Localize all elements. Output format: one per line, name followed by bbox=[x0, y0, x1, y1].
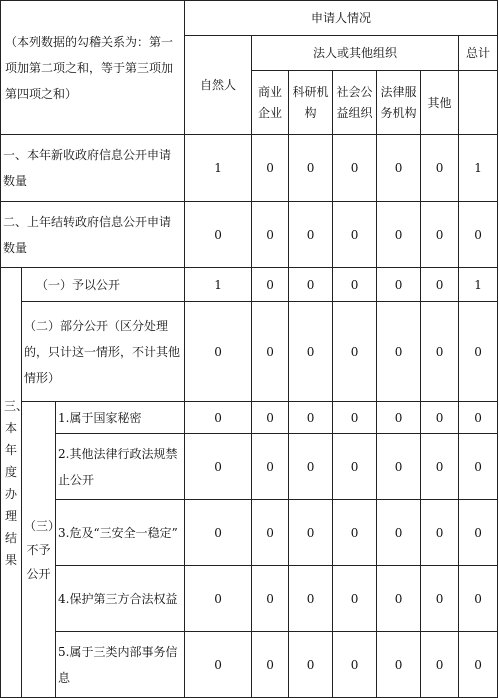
cell: 0 bbox=[377, 302, 421, 402]
cell: 0 bbox=[377, 202, 421, 268]
cell: 0 bbox=[185, 402, 252, 434]
cell: 0 bbox=[421, 566, 459, 632]
cell: 0 bbox=[459, 500, 498, 566]
cell: 0 bbox=[421, 202, 459, 268]
cell: 0 bbox=[333, 500, 377, 566]
cell: 0 bbox=[252, 135, 289, 202]
cell: 1 bbox=[459, 268, 498, 302]
cell: 0 bbox=[377, 500, 421, 566]
natural-person-header: 自然人 bbox=[185, 36, 252, 135]
cell: 0 bbox=[459, 434, 498, 500]
cell: 1 bbox=[459, 135, 498, 202]
cell: 0 bbox=[459, 202, 498, 268]
cell: 0 bbox=[252, 268, 289, 302]
col-other: 其他 bbox=[421, 71, 459, 135]
row-label: 1.属于国家秘密 bbox=[56, 402, 185, 434]
cell: 0 bbox=[289, 202, 333, 268]
applicant-situation-header: 申请人情况 bbox=[185, 1, 498, 36]
cell: 0 bbox=[185, 500, 252, 566]
cell: 0 bbox=[333, 202, 377, 268]
cell: 0 bbox=[333, 302, 377, 402]
cell: 0 bbox=[459, 566, 498, 632]
cell: 0 bbox=[333, 135, 377, 202]
row-label: 5.属于三类内部事务信息 bbox=[56, 632, 185, 698]
sub-group-label: （三）不予公开 bbox=[22, 402, 56, 698]
cell: 0 bbox=[252, 566, 289, 632]
total-header: 总计 bbox=[459, 36, 498, 71]
row-group-label: 三、本年度办理结果 bbox=[1, 268, 22, 698]
cell: 0 bbox=[459, 402, 498, 434]
cell: 0 bbox=[421, 135, 459, 202]
cell: 0 bbox=[185, 302, 252, 402]
cell: 0 bbox=[185, 202, 252, 268]
cell: 0 bbox=[333, 402, 377, 434]
cell: 0 bbox=[421, 268, 459, 302]
col-legal-service: 法律服务机构 bbox=[377, 71, 421, 135]
cell: 0 bbox=[289, 566, 333, 632]
cell: 0 bbox=[377, 135, 421, 202]
header-note: （本列数据的勾稽关系为：第一项加第二项之和，等于第三项加第四项之和） bbox=[1, 1, 185, 135]
cell: 0 bbox=[421, 434, 459, 500]
cell: 0 bbox=[421, 500, 459, 566]
cell: 0 bbox=[289, 632, 333, 698]
cell: 1 bbox=[185, 135, 252, 202]
cell: 0 bbox=[289, 135, 333, 202]
cell: 0 bbox=[252, 434, 289, 500]
col-commercial: 商业企业 bbox=[252, 71, 289, 135]
cell: 0 bbox=[185, 434, 252, 500]
cell: 0 bbox=[333, 566, 377, 632]
cell: 0 bbox=[377, 434, 421, 500]
col-total-blank bbox=[459, 71, 498, 135]
row-label: 二、上年结转政府信息公开申请数量 bbox=[1, 202, 185, 268]
cell: 0 bbox=[421, 402, 459, 434]
cell: 0 bbox=[185, 566, 252, 632]
cell: 0 bbox=[252, 632, 289, 698]
cell: 0 bbox=[289, 402, 333, 434]
cell: 0 bbox=[289, 500, 333, 566]
row-label: 一、本年新收政府信息公开申请数量 bbox=[1, 135, 185, 202]
cell: 0 bbox=[333, 268, 377, 302]
cell: 0 bbox=[421, 632, 459, 698]
cell: 0 bbox=[459, 632, 498, 698]
cell: 0 bbox=[377, 268, 421, 302]
row-label: 2.其他法律行政法规禁止公开 bbox=[56, 434, 185, 500]
cell: 0 bbox=[377, 402, 421, 434]
cell: 0 bbox=[252, 500, 289, 566]
cell: 0 bbox=[377, 566, 421, 632]
cell: 0 bbox=[289, 434, 333, 500]
cell: 0 bbox=[289, 268, 333, 302]
col-public-welfare: 社会公益组织 bbox=[333, 71, 377, 135]
legal-person-header: 法人或其他组织 bbox=[252, 36, 459, 71]
cell: 1 bbox=[185, 268, 252, 302]
cell: 0 bbox=[185, 632, 252, 698]
cell: 0 bbox=[421, 302, 459, 402]
cell: 0 bbox=[252, 402, 289, 434]
cell: 0 bbox=[289, 302, 333, 402]
row-label: 3.危及“三安全一稳定” bbox=[56, 500, 185, 566]
row-label: （一）予以公开 bbox=[22, 268, 185, 302]
row-label: 4.保护第三方合法权益 bbox=[56, 566, 185, 632]
col-research: 科研机构 bbox=[289, 71, 333, 135]
cell: 0 bbox=[252, 302, 289, 402]
cell: 0 bbox=[333, 434, 377, 500]
cell: 0 bbox=[252, 202, 289, 268]
cell: 0 bbox=[459, 302, 498, 402]
row-label: （二）部分公开（区分处理的，只计这一情形，不计其他情形） bbox=[22, 302, 185, 402]
cell: 0 bbox=[333, 632, 377, 698]
cell: 0 bbox=[377, 632, 421, 698]
